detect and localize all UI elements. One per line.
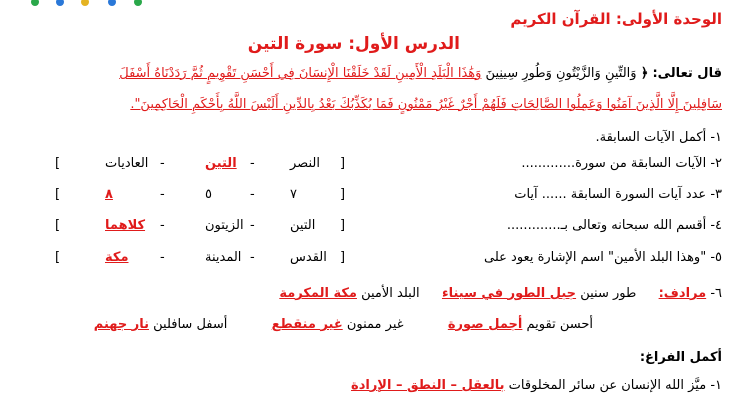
synonyms-label: مرادف: [658, 286, 707, 301]
option-separator: - [160, 187, 165, 202]
mcq-question: ٤- أقسم الله سبحانه وتعالى بـ............. [506, 218, 722, 233]
verse-black-part: وَالتِّينِ وَالزَّيْتُونِ وَطُورِ سِينِينَ [485, 66, 637, 81]
option-separator: - [250, 187, 255, 202]
fill-blank-title: أكمل الفراغ: [639, 350, 722, 365]
synonym-meaning: أجمل صورة [447, 317, 523, 332]
synonyms-row-1 [279, 286, 722, 301]
fill-item-answer: بالعقل – النطق – الإرادة [351, 378, 505, 393]
mcq-option: العاديات [105, 156, 149, 171]
logo-fragment-icon [20, 0, 160, 8]
open-bracket: [ [340, 187, 346, 202]
verse-line-2: سَافِلِينَ إِلَّا الَّذِينَ آمَنُوا وَعَمِلُوا الصَّالِحَاتِ فَلَهُمْ أَجْرٌ غَيْرُ مَمْنُونٍ فَمَا يُكَذِّبُكَ بَعْدُ بِالدِّينِ أَلَيْسَ اللَّهُ بِأَحْكَمِ الْحَاكِمِينَ". [130, 97, 722, 112]
lesson-title: الدرس الأول: سورة التين [247, 34, 460, 54]
close-bracket: ] [55, 187, 61, 202]
synonym-meaning: مكة المكرمة [279, 286, 357, 301]
option-separator: - [160, 218, 165, 233]
option-separator: - [160, 156, 165, 171]
mcq-option: ٥ [205, 187, 212, 202]
fill-item-1 [351, 378, 722, 393]
close-bracket: ] [55, 250, 61, 265]
mcq-option: الزيتون [205, 218, 244, 233]
synonyms-number: ٦- [710, 286, 722, 301]
option-separator: - [250, 250, 255, 265]
verse-red-part: وَهَٰذَا الْبَلَدِ الْأَمِينِ لَقَدْ خَلَقْنَا الْإِنسَانَ فِي أَحْسَنِ تَقْوِيمٍ ثُمَّ رَدَدْنَاهُ أَسْفَلَ [119, 66, 482, 81]
question-1: ١- أكمل الآيات السابقة. [595, 130, 722, 145]
mcq-question: ٥- "وهذا البلد الأمين" اسم الإشارة يعود على [484, 250, 722, 265]
fill-item-text: ١- ميَّز الله الإنسان عن سائر المخلوقات [508, 378, 722, 393]
quran-bracket: ﴿ [640, 66, 649, 81]
mcq-answer-option: مكة [105, 250, 129, 265]
synonym-word: أحسن تقويم [526, 317, 593, 332]
verse-line-1 [119, 66, 722, 81]
synonyms-row-2 [94, 317, 593, 332]
mcq-option: التين [290, 218, 316, 233]
mcq-answer-option: كلاهما [105, 218, 146, 233]
open-bracket: [ [340, 250, 346, 265]
synonym-word: طور سنين [580, 286, 637, 301]
mcq-answer-option: التين [205, 156, 237, 171]
synonym-word: البلد الأمين [361, 286, 420, 301]
option-separator: - [250, 218, 255, 233]
open-bracket: [ [340, 218, 346, 233]
close-bracket: ] [55, 218, 61, 233]
synonym-meaning: جبل الطور في سيناء [441, 286, 577, 301]
synonym-word: أسفل سافلين [153, 317, 228, 332]
synonym-word: غير ممنون [346, 317, 404, 332]
mcq-option: القدس [290, 250, 327, 265]
mcq-question: ٣- عدد آيات السورة السابقة ...... آيات [514, 187, 722, 202]
option-separator: - [160, 250, 165, 265]
mcq-option: النصر [290, 156, 320, 171]
mcq-option: المدينة [205, 250, 242, 265]
mcq-answer-option: ٨ [105, 187, 113, 202]
synonym-meaning: غير منقطع [271, 317, 343, 332]
unit-title: الوحدة الأولى: القرآن الكريم [510, 10, 722, 28]
option-separator: - [250, 156, 255, 171]
mcq-question: ٢- الآيات السابقة من سورة............. [521, 156, 722, 171]
mcq-option: ٧ [290, 187, 297, 202]
close-bracket: ] [55, 156, 61, 171]
verse-intro: قال تعالى: [652, 66, 722, 81]
open-bracket: [ [340, 156, 346, 171]
synonym-meaning: نار جهنم [93, 317, 149, 332]
